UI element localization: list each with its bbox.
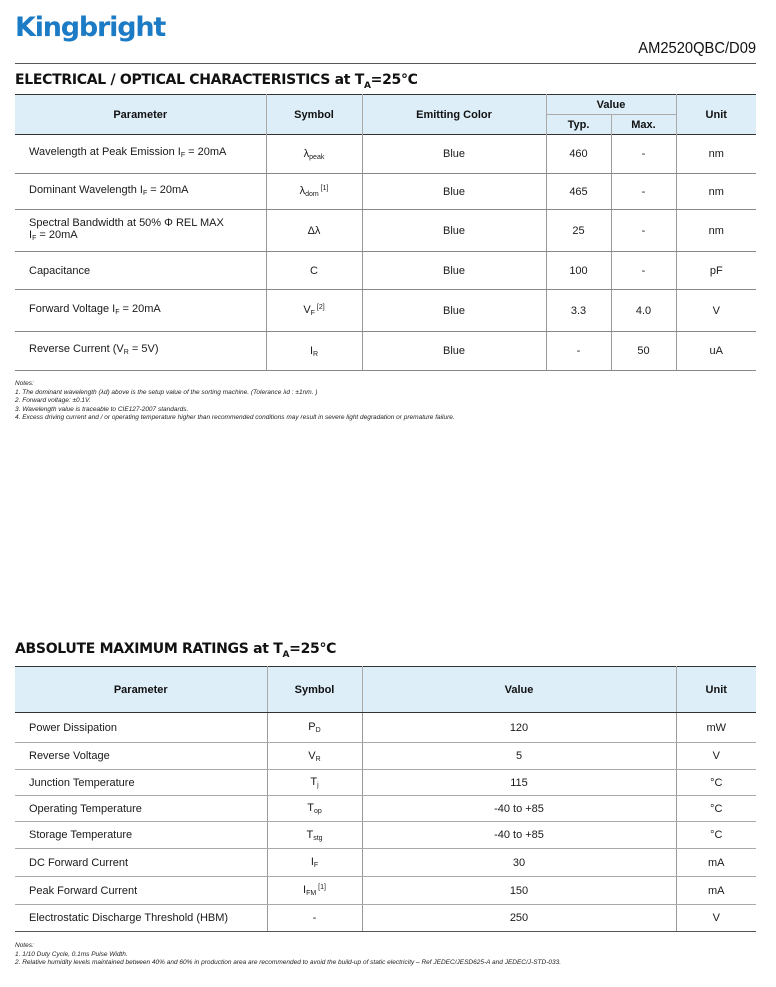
parameter-text: Capacitance <box>29 264 91 277</box>
symbol-text: λ <box>303 147 310 160</box>
parameter-cell <box>15 332 266 371</box>
unit-cell <box>676 905 756 932</box>
unit-cell <box>676 849 756 877</box>
unit-cell <box>676 796 756 822</box>
note-line: 4. Excess driving current and / or operating temperature higher than recommended conditions may result in severe light degradation or premature failure. <box>15 414 455 422</box>
unit-text: °C <box>710 776 723 789</box>
header-value: Value <box>546 95 676 115</box>
parameter-subscript: R <box>123 349 129 356</box>
symbol-cell <box>267 849 362 877</box>
symbol-text: Δλ <box>307 224 321 237</box>
brand-logo: Kingbright <box>15 12 166 43</box>
absolute-notes <box>15 942 561 968</box>
rating-value: 115 <box>510 776 528 789</box>
table-row <box>15 849 756 877</box>
typ-value: 25 <box>572 224 585 237</box>
header-unit: Unit <box>676 95 756 135</box>
typ-value: 100 <box>569 264 588 277</box>
emitting-color-text: Blue <box>442 345 466 357</box>
parameter-cell <box>15 770 267 796</box>
value-cell <box>362 796 676 822</box>
header-emitting-color: Emitting Color <box>362 95 546 135</box>
symbol-cell <box>267 796 362 822</box>
parameter-condition: = 20mA <box>36 228 78 241</box>
parameter-condition: = 20mA <box>119 302 161 315</box>
table-row <box>15 770 756 796</box>
symbol-cell <box>266 174 362 210</box>
parameter-text: Electrostatic Discharge Threshold (HBM) <box>29 912 229 924</box>
parameter-condition: = 5V) <box>128 343 159 355</box>
typ-value: 3.3 <box>570 304 587 317</box>
parameter-cell <box>15 877 267 905</box>
unit-text: pF <box>709 264 723 277</box>
absolute-section-title: ABSOLUTE MAXIMUM RATINGS at $T_A=25^\circ C$ <box>15 641 337 660</box>
symbol-subscript: F <box>313 862 319 869</box>
symbol-subscript: F <box>310 310 315 317</box>
header-value: Value <box>362 667 676 713</box>
emitting-color-cell <box>362 290 546 332</box>
typ-cell <box>546 135 611 174</box>
note-line: 1. 1/10 Duty Cycle, 0.1ms Pulse Width. <box>15 950 128 958</box>
header-typ: Typ. <box>546 115 611 135</box>
symbol-cell <box>266 210 362 252</box>
max-cell <box>611 174 676 210</box>
symbol-cell <box>266 252 362 290</box>
symbol-cell <box>266 290 362 332</box>
parameter-cell <box>15 174 266 210</box>
typ-value: 465 <box>569 185 588 198</box>
parameter-cell <box>15 713 267 743</box>
parameter-text: I <box>29 228 33 241</box>
symbol-cell <box>267 743 362 770</box>
parameter-cell <box>15 252 266 290</box>
max-value: - <box>641 264 646 277</box>
table-row <box>15 290 756 332</box>
rating-value: 150 <box>509 884 529 897</box>
note-reference: [1] <box>318 185 329 192</box>
unit-cell <box>676 743 756 770</box>
parameter-subscript: F <box>180 152 186 159</box>
symbol-text: T <box>306 828 314 841</box>
symbol-subscript: R <box>313 350 319 358</box>
emitting-color-text: Blue <box>442 148 466 160</box>
value-cell <box>362 743 676 770</box>
value-cell <box>362 849 676 877</box>
rating-value: 120 <box>509 721 529 734</box>
parameter-text: Junction Temperature <box>29 776 135 789</box>
unit-text: V <box>712 304 720 317</box>
unit-text: nm <box>708 224 724 237</box>
parameter-text: Power Dissipation <box>29 721 118 734</box>
symbol-cell <box>267 822 362 849</box>
parameter-cell <box>15 905 267 932</box>
unit-text: nm <box>708 148 724 160</box>
unit-cell <box>676 210 756 252</box>
note-line: 2. Forward voltage: ±0.1V. <box>15 397 91 405</box>
rating-value: 250 <box>509 912 529 924</box>
max-cell <box>611 210 676 252</box>
unit-cell <box>676 822 756 849</box>
max-cell <box>611 135 676 174</box>
max-value: - <box>641 185 646 198</box>
parameter-text: Reverse Voltage <box>29 750 110 762</box>
unit-cell <box>676 290 756 332</box>
symbol-subscript: j <box>317 782 319 789</box>
value-cell <box>362 770 676 796</box>
typ-value: - <box>576 345 581 357</box>
parameter-text: Spectral Bandwidth at 50% Φ REL MAX <box>29 216 224 229</box>
header-parameter: Parameter <box>15 667 267 713</box>
symbol-text: I <box>309 344 313 357</box>
typ-value: 460 <box>569 148 588 160</box>
parameter-cell <box>15 210 266 252</box>
electrical-characteristics-table <box>15 94 756 371</box>
rating-value: 30 <box>512 856 526 869</box>
symbol-subscript: stg <box>313 834 323 842</box>
unit-cell <box>676 135 756 174</box>
value-cell <box>362 877 676 905</box>
unit-text: nm <box>708 185 724 198</box>
parameter-subscript: F <box>32 234 37 242</box>
note-line: Notes: <box>15 380 34 387</box>
typ-cell <box>546 252 611 290</box>
max-value: 4.0 <box>635 304 652 317</box>
parameter-text: Dominant Wavelength I <box>29 183 143 196</box>
note-reference: [2] <box>314 304 325 311</box>
unit-text: V <box>712 750 720 762</box>
table-row <box>15 877 756 905</box>
header-symbol: Symbol <box>266 95 362 135</box>
symbol-subscript: FM <box>306 890 317 897</box>
table-row <box>15 822 756 849</box>
parameter-text: Storage Temperature <box>29 829 133 841</box>
unit-text: °C <box>710 829 723 841</box>
symbol-text: I <box>303 884 307 896</box>
symbol-text: - <box>312 912 317 924</box>
symbol-subscript: dom <box>305 191 319 198</box>
parameter-text: Peak Forward Current <box>29 884 138 897</box>
emitting-color-cell <box>362 332 546 371</box>
note-line: 2. Relative humidity levels maintained between 40% and 60% in production area are recommended to avoid the build-up of static electricity – Ref JEDEC/JESD625-A and JEDEC/J-STD-033. <box>15 959 562 967</box>
value-cell <box>362 713 676 743</box>
typ-cell <box>546 332 611 371</box>
unit-text: mW <box>706 721 727 734</box>
emitting-color-text: Blue <box>442 264 466 277</box>
header-symbol: Symbol <box>267 667 362 713</box>
symbol-subscript: peak <box>309 153 325 161</box>
unit-cell <box>676 877 756 905</box>
table-row <box>15 252 756 290</box>
symbol-cell <box>267 713 362 743</box>
table-row <box>15 713 756 743</box>
parameter-condition: = 20mA <box>147 183 189 196</box>
parameter-cell <box>15 849 267 877</box>
unit-text: uA <box>709 345 723 357</box>
max-value: 50 <box>637 345 650 357</box>
parameter-text: Operating Temperature <box>29 802 142 815</box>
rating-value: -40 to +85 <box>494 829 544 841</box>
parameter-condition: = 20mA <box>185 146 227 158</box>
symbol-subscript: D <box>315 727 321 734</box>
parameter-subscript: F <box>142 189 148 197</box>
parameter-text: Wavelength at Peak Emission I <box>29 146 181 158</box>
parameter-cell <box>15 743 267 770</box>
emitting-color-cell <box>362 252 546 290</box>
emitting-color-cell <box>362 135 546 174</box>
table-row <box>15 210 756 252</box>
table-row <box>15 174 756 210</box>
rating-value: 5 <box>515 750 523 762</box>
emitting-color-text: Blue <box>442 304 466 317</box>
symbol-cell <box>266 135 362 174</box>
header-divider <box>15 63 756 64</box>
max-cell <box>611 290 676 332</box>
max-value: - <box>641 148 646 160</box>
parameter-text: Reverse Current (V <box>29 343 124 355</box>
symbol-cell <box>267 877 362 905</box>
max-cell <box>611 252 676 290</box>
note-line: 1. The dominant wavelength (λd) above is the setup value of the sorting machine. (Tolerance λd : ±1nm. ) <box>15 388 318 396</box>
symbol-cell <box>267 770 362 796</box>
symbol-text: V <box>303 304 311 316</box>
emitting-color-text: Blue <box>442 224 466 237</box>
max-cell <box>611 332 676 371</box>
note-reference: [1] <box>316 884 326 891</box>
part-number: AM2520QBC/D09 <box>638 40 756 57</box>
electrical-section-title: ELECTRICAL / OPTICAL CHARACTERISTICS at $T_A=25^\circ C$ <box>15 72 418 91</box>
unit-text: V <box>712 912 720 924</box>
parameter-cell <box>15 796 267 822</box>
symbol-text: P <box>308 721 316 733</box>
header-unit: Unit <box>676 667 756 713</box>
symbol-text: C <box>310 264 318 277</box>
electrical-notes <box>15 380 455 423</box>
parameter-text: DC Forward Current <box>29 856 129 869</box>
header-parameter: Parameter <box>15 95 266 135</box>
typ-cell <box>546 174 611 210</box>
rating-value: -40 to +85 <box>494 802 544 815</box>
symbol-text: I <box>310 856 314 868</box>
emitting-color-cell <box>362 210 546 252</box>
symbol-cell <box>266 332 362 371</box>
symbol-cell <box>267 905 362 932</box>
parameter-subscript: F <box>115 308 120 316</box>
unit-text: mA <box>708 856 725 869</box>
parameter-cell <box>15 135 266 174</box>
note-line: Notes: <box>15 942 34 949</box>
symbol-text: V <box>308 749 316 762</box>
symbol-text: λ <box>299 185 306 197</box>
table-row <box>15 905 756 932</box>
table-row <box>15 135 756 174</box>
unit-cell <box>676 770 756 796</box>
unit-cell <box>676 332 756 371</box>
max-value: - <box>641 224 646 237</box>
value-cell <box>362 905 676 932</box>
table-row <box>15 796 756 822</box>
table-row <box>15 332 756 371</box>
symbol-subscript: op <box>313 808 322 815</box>
unit-text: °C <box>710 802 723 815</box>
parameter-text: Forward Voltage I <box>29 302 116 315</box>
header-max: Max. <box>611 115 676 135</box>
emitting-color-cell <box>362 174 546 210</box>
unit-cell <box>676 713 756 743</box>
table-row <box>15 743 756 770</box>
typ-cell <box>546 290 611 332</box>
unit-text: mA <box>708 884 725 897</box>
symbol-text: T <box>307 802 314 814</box>
note-line: 3. Wavelength value is traceable to CIE127-2007 standards. <box>15 405 189 413</box>
value-cell <box>362 822 676 849</box>
absolute-maximum-ratings-table <box>15 666 756 932</box>
typ-cell <box>546 210 611 252</box>
parameter-cell <box>15 290 266 332</box>
symbol-text: T <box>310 776 318 788</box>
unit-cell <box>676 252 756 290</box>
emitting-color-text: Blue <box>442 185 466 198</box>
symbol-subscript: R <box>315 755 321 763</box>
unit-cell <box>676 174 756 210</box>
parameter-cell <box>15 822 267 849</box>
